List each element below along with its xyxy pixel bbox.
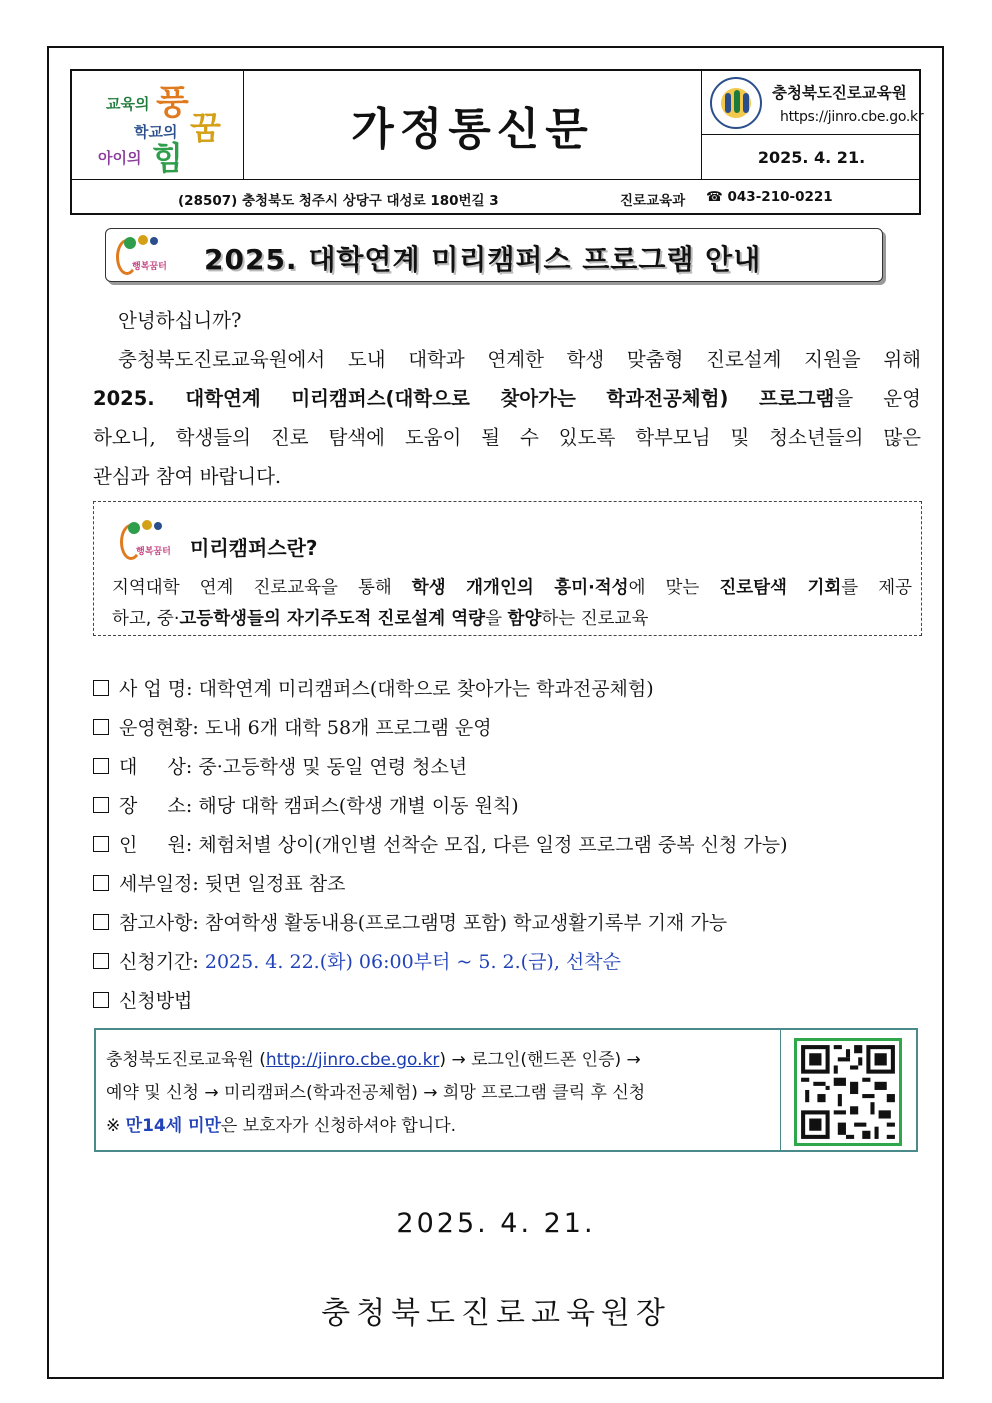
intro-title: 미리캠퍼스란? — [190, 536, 318, 560]
checkbox-icon — [93, 836, 109, 852]
address-row — [72, 179, 919, 213]
checkbox-icon — [93, 719, 109, 735]
slogan-logo: 교육의 풍 학교의 꿈 아이의 힘 — [72, 71, 244, 179]
jinro-site-link[interactable]: http://jinro.cbe.go.kr — [265, 1050, 440, 1070]
org-url[interactable]: https://jinro.cbe.go.kr — [780, 109, 924, 125]
document-title: 가정통신문 — [351, 104, 594, 155]
footer-date: 2025. 4. 21. — [396, 1208, 596, 1239]
list-item: 참고사항: 참여학생 활동내용(프로그램명 포함) 학교생활기록부 기재 가능 — [93, 902, 921, 941]
body-line-2: 2025. 대학연계 미리캠퍼스(대학으로 찾아가는 학과전공체험) 프로그램을 운영 — [93, 387, 921, 410]
org-cell — [702, 71, 924, 135]
qr-code-icon[interactable] — [794, 1038, 902, 1146]
checkbox-icon — [93, 758, 109, 774]
info-list — [93, 668, 921, 1019]
document-title-cell — [244, 71, 702, 179]
issue-date: 2025. 4. 21. — [757, 147, 866, 167]
banner-title: 2025. 대학연계 미리캠퍼스 프로그램 안내 — [204, 243, 762, 276]
list-item: 장 소: 해당 대학 캠퍼스(학생 개별 이동 원칙) — [93, 785, 921, 824]
list-item: 인 원: 체험처별 상이(개인별 선착순 모집, 다른 일정 프로그램 중복 신청 가능) — [93, 824, 921, 863]
list-item: 운영현황: 도내 6개 대학 58개 프로그램 운영 — [93, 707, 921, 746]
address: (28507) 충청북도 청주시 상당구 대성로 180번길 3 — [178, 193, 499, 209]
intro-box — [93, 501, 922, 636]
footer-signature: 충청북도진로교육원장 — [321, 1296, 671, 1331]
department: 진로교육과 — [620, 193, 686, 209]
telephone: ☎ 043-210-0221 — [706, 189, 833, 205]
qr-cell — [780, 1030, 916, 1150]
intro-text: 지역대학 연계 진로교육을 통해 학생 개개인의 흥미·적성에 맞는 진로탐색 기회를 제공 하고, 중·고등학생들의 자기주도적 진로설계 역량을 함양하는 진로교육 — [112, 578, 913, 629]
list-item: 사 업 명: 대학연계 미리캠퍼스(대학으로 찾아가는 학과전공체험) — [93, 668, 921, 707]
body-line-1: 충청북도진로교육원에서 도내 대학과 연계한 학생 맞춤형 진로설계 지원을 위해 — [118, 348, 921, 371]
checkbox-icon — [93, 914, 109, 930]
checkbox-icon — [93, 953, 109, 969]
checkbox-icon — [93, 875, 109, 891]
greeting: 안녕하십니까? — [118, 309, 242, 332]
list-item: 신청기간: 2025. 4. 22.(화) 06:00부터 ~ 5. 2.(금), 선착순 — [93, 941, 921, 980]
application-method-box — [94, 1028, 918, 1152]
list-item: 신청방법 — [93, 980, 921, 1019]
checkbox-icon — [93, 992, 109, 1008]
happy-dream-logo-icon: 행복꿈터 — [116, 235, 186, 275]
checkbox-icon — [93, 797, 109, 813]
body-line-4: 관심과 참여 바랍니다. — [93, 465, 282, 488]
body-line-3: 하오니, 학생들의 진로 탐색에 도움이 될 수 있도록 학부모님 및 청소년들의 많은 — [93, 426, 921, 449]
header-table — [70, 69, 924, 215]
list-item: 대 상: 중·고등학생 및 동일 연령 청소년 — [93, 746, 921, 785]
list-item: 세부일정: 뒷면 일정표 참조 — [93, 863, 921, 902]
application-steps: 충청북도진로교육원 (http://jinro.cbe.go.kr) → 로그인(핸드폰 인증) → 예약 및 신청 → 미리캠퍼스(학과전공체험) → 희망 프로그램 클릭 후 신청 ※ 만14세 미만은 보호자가 신청하셔야 합니다. — [106, 1050, 646, 1136]
title-banner — [105, 228, 883, 282]
happy-dream-logo-icon: 행복꿈터 — [120, 520, 190, 560]
org-seal-icon — [710, 77, 762, 129]
org-name: 충청북도진로교육원 — [772, 84, 907, 102]
application-period: 2025. 4. 22.(화) 06:00부터 ~ 5. 2.(금), 선착순 — [204, 951, 621, 973]
checkbox-icon — [93, 680, 109, 696]
